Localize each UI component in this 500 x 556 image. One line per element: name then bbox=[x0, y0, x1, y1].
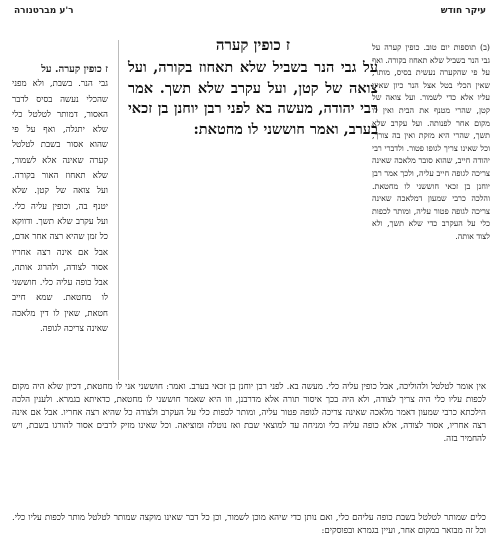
running-header-left: ר'ע מברטנורה bbox=[14, 6, 74, 16]
tosafot-yom-tov-commentary bbox=[372, 42, 490, 244]
commentary-caption: ז כופין קערה. על bbox=[41, 64, 108, 75]
bartenura-commentary bbox=[12, 62, 108, 337]
mishnah-heading: ז כופין קערה bbox=[215, 36, 291, 54]
page-footer-note bbox=[12, 512, 486, 538]
commentary-text: גבי הנר. בשבת, ולא מפני שהכלי נעשה בסיס לדבר האסור, דמותר לטלטל כלי שלא יתגלה, ואף על פי שהוא אסור בשבת לטלטל קערה שאינה אלא לשמור, שלא תאחוז האור בקורה. ועל צואה של קטן. שלא יטנף בה, וכופין עליה כלי. ועל עקרב שלא תשך. ודווקא כל זמן שהיא רצה אחר אדם, אבל אם אינה רצה אחריו אסור לצודה, ולהרוג אותה, אבל כופה עליה כלי. חוששני לו מחטאת. שמא חייב חטאת, שאין לו דין מלאכה שאינה צריכה לגופה. bbox=[12, 79, 108, 335]
continuation-text: אין אומר לטלטל ולהוליכה, אבל כופין עליה כלי. מעשה בא. לפני רבן יוחנן בן זכאי בערב. ואמר: חוששני אני לו מחטאת, דכיון שלא היה מקום לכפות עליו כלי היה צריך לצודה, ולא היה בכך איסור תורה אלא מדרבנן, וזו היא שאמר חוששני לו מחטאת, כדאיתא בגמרא. ולענין הלכה הילכתא כרבי שמעון דאמר מלאכה שאינה צריכה לגופה פטור עליה, ומותר לכפות כלי על העקרב ולצודה כל שהיא רצה אחריו. אבל אם אינה רצה אחריו, אסור לצודה, אלא כופה עליה כלי ומניחה עד למוצאי שבת ואז נוטלה ומוציאה. וכל שאינו מזיק לרבים אסור להורגו בשבת, ויש להחמיר בזה. bbox=[12, 382, 486, 444]
mishnah-text bbox=[128, 58, 378, 140]
tosafot-text: (ב) תוספות יום טוב. כופין קערה על גבי הנר בשביל שלא תאחוז בקורה. ואף על פי שהקערה נעשית בסיס, מותר, שאין הכלי בטל אצל הנר כיון שאינו עליו אלא כדי לשמור. ועל צואה של קטן, שהרי מטנף את הבית ואין לו מקום אחר לפנותה. ועל עקרב שלא תשך, שהרי היא מזקת ואין בה צורך, וכל שאינו צריך לגופו פטור. ולדברי רבי יהודה חייב, שהוא סובר מלאכה שאינה צריכה לגופה חייב עליה, ולכך אמר רבן יוחנן בן זכאי חוששני לו מחטאת. והלכה כרבי שמעון דמלאכה שאינה צריכה לגופה פטור עליה, ומותר לכפות כלי על העקרב כדי שלא תשך, ולא לצוד אותה. bbox=[372, 43, 490, 241]
running-header-right: עיקר חודש bbox=[440, 6, 486, 16]
footer-text: כלים שמותר לטלטל בשבת כופה עליהם כלי, ואם נותן כדי שיהא מוכן לשמור, וכן כל דבר שאינו מוקצה שמותר לטלטל מותר לכפות עליו כלי. וכל זה מבואר במקום אחר, ועיין בגמרא ובפוסקים: bbox=[12, 513, 486, 536]
mishnah-paragraph: על גבי הנר בשביל שלא תאחוז בקורה, ועל צואה של קטן, ועל עקרב שלא תשך. אמר רבי יהודה, מעשה בא לפני רבן יוחנן בן זכאי בערב, ואמר חוששני לו מחטאת: bbox=[128, 59, 378, 138]
column-divider bbox=[118, 40, 119, 380]
commentary-continuation bbox=[12, 381, 486, 446]
